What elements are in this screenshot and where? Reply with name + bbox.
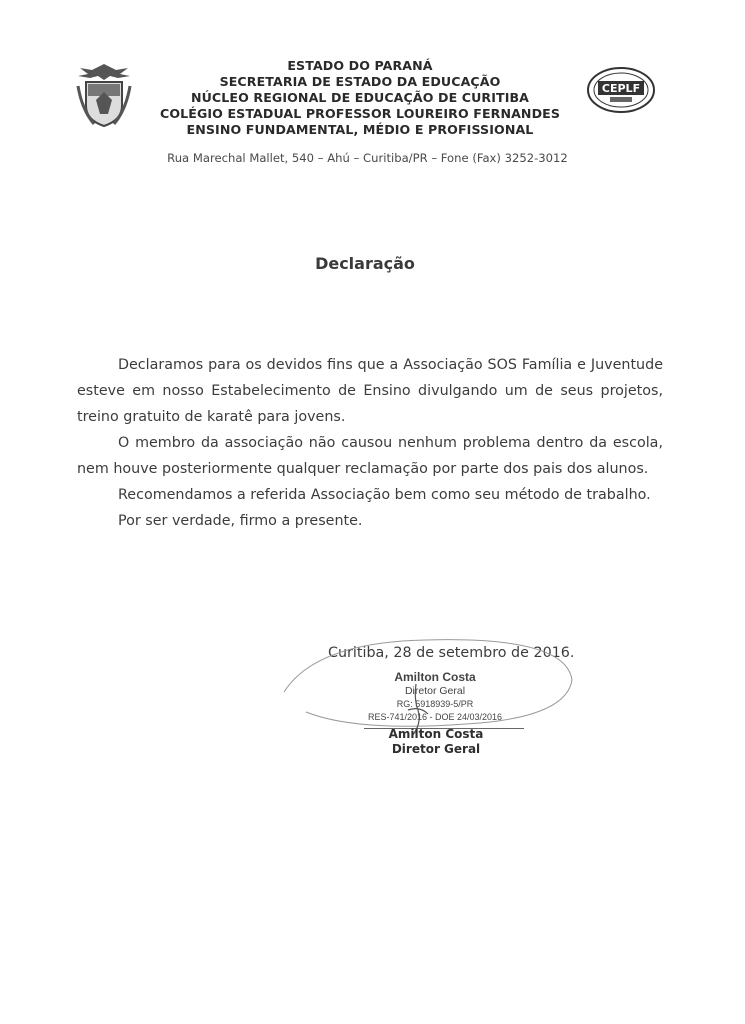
header-line-school: COLÉGIO ESTADUAL PROFESSOR LOUREIRO FERNANDES xyxy=(159,106,560,121)
stamp-res: RES-741/2016 - DOE 24/03/2016 xyxy=(367,712,503,722)
date-line: Curitiba, 28 de setembro de 2016. xyxy=(328,645,575,661)
header-line-secretary: SECRETARIA DE ESTADO DA EDUCAÇÃO xyxy=(219,74,501,89)
document-body xyxy=(77,352,663,534)
document-title: Declaração xyxy=(315,254,415,273)
signature-name: Amilton Costa xyxy=(388,727,484,741)
paragraph-recommendation: Recomendamos a referida Associação bem como seu método de trabalho. xyxy=(118,487,651,503)
header-line-state: ESTADO DO PARANÁ xyxy=(287,58,433,73)
paragraph-no-problem: O membro da associação não causou nenhum problema dentro da escola, nem houve posteriormente qualquer reclamação por parte dos pais dos alunos. xyxy=(77,435,663,477)
stamp-rg: RG: 5918939-5/PR xyxy=(396,699,474,709)
svg-text:CEPLF: CEPLF xyxy=(601,82,641,95)
school-seal-icon xyxy=(586,66,656,114)
school-address: Rua Marechal Mallet, 540 – Ahú – Curitiba/PR – Fone (Fax) 3252-3012 xyxy=(167,151,568,165)
stamp-name: Amilton Costa xyxy=(394,670,476,684)
header-line-nucleus: NÚCLEO REGIONAL DE EDUCAÇÃO DE CURITIBA xyxy=(190,90,530,105)
paragraph-closing: Por ser verdade, firmo a presente. xyxy=(118,513,363,529)
parana-coat-of-arms-icon xyxy=(74,60,134,130)
signature-block xyxy=(336,727,536,757)
stamp-role: Diretor Geral xyxy=(404,685,466,697)
header-line-levels: ENSINO FUNDAMENTAL, MÉDIO E PROFISSIONAL xyxy=(186,122,534,137)
institution-header xyxy=(140,58,580,138)
signature-role: Diretor Geral xyxy=(391,742,481,756)
paragraph-declaration: Declaramos para os devidos fins que a Associação SOS Família e Juventude esteve em nosso Estabelecimento de Ensino divulgando um de seus projetos, treino gratuito de karatê para jovens. xyxy=(77,357,663,425)
